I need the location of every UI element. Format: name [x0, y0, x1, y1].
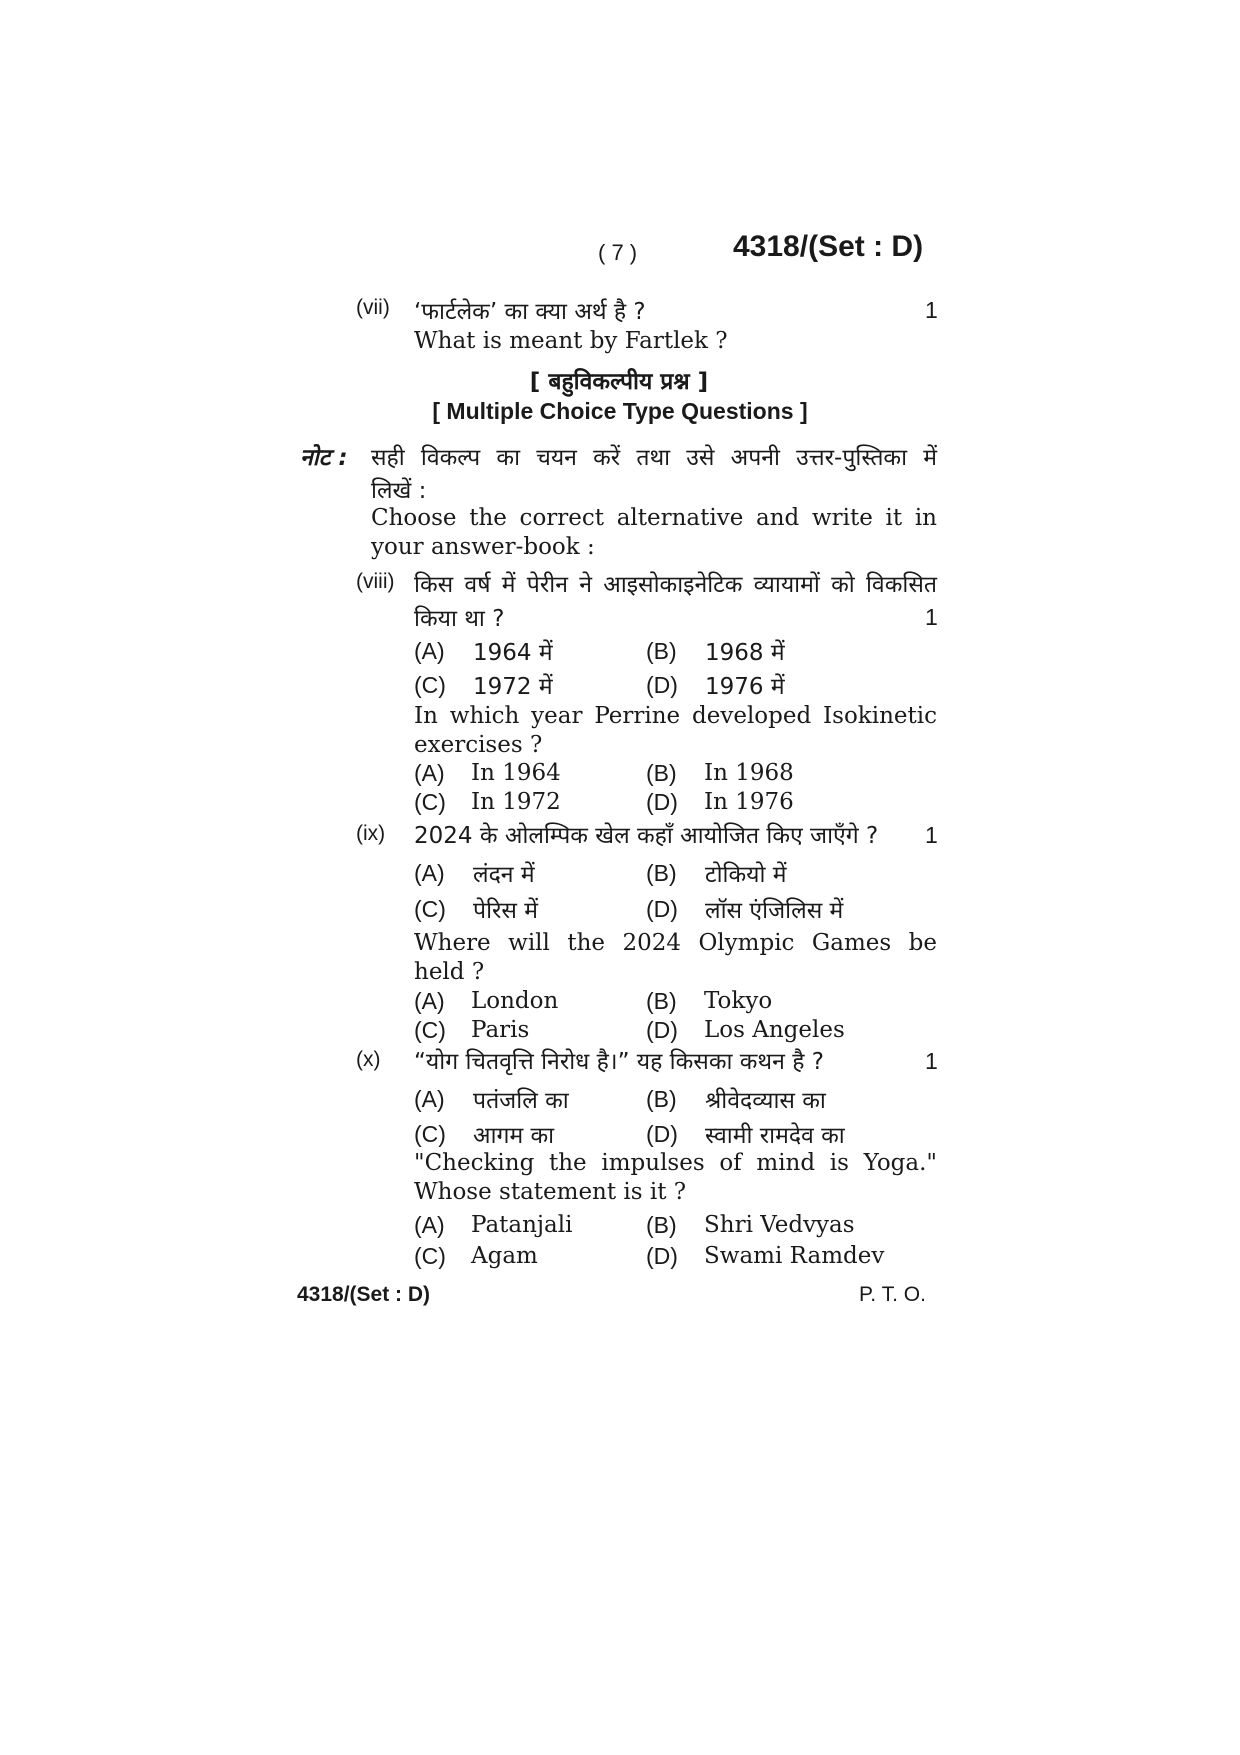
note-text-hindi-line2: लिखें : — [371, 478, 427, 504]
option-label: (B) — [646, 988, 677, 1014]
question-text-hindi-line2: किया था ? — [414, 606, 505, 632]
option-text: Paris — [471, 1017, 530, 1043]
option-label: (A) — [414, 988, 445, 1014]
option-text: London — [471, 988, 559, 1014]
option-label: (D) — [646, 1121, 678, 1147]
paper-code-footer: 4318/(Set : D) — [297, 1283, 431, 1306]
option-label: (B) — [646, 1212, 677, 1238]
question-text-english-line2: Whose statement is it ? — [414, 1179, 687, 1205]
pto-label: P. T. O. — [859, 1283, 926, 1306]
option-label: (C) — [414, 789, 446, 815]
option-label: (C) — [414, 1017, 446, 1043]
option-label: (A) — [414, 638, 445, 664]
note-text-hindi-line1: सही विकल्प का चयन करें तथा उसे अपनी उत्तर-पुस्तिका में — [371, 445, 937, 471]
question-text-english-line1: Where will the 2024 Olympic Games be — [414, 930, 937, 956]
option-text: 1972 में — [473, 674, 553, 700]
section-heading-english: [ Multiple Choice Type Questions ] — [432, 398, 808, 424]
question-marks: 1 — [925, 604, 938, 630]
option-label: (D) — [646, 789, 678, 815]
option-label: (C) — [414, 1243, 446, 1269]
question-text-hindi-line1: किस वर्ष में पेरीन ने आइसोकाइनेटिक व्यायामों को विकसित — [414, 572, 937, 598]
option-label: (C) — [414, 896, 446, 922]
note-text-english-line1: Choose the correct alternative and write it in — [371, 505, 937, 531]
option-text: लॉस एंजिलिस में — [705, 898, 844, 924]
option-text: In 1976 — [704, 789, 794, 815]
option-label: (B) — [646, 1086, 677, 1112]
question-text-english-line1: In which year Perrine developed Isokinetic — [414, 703, 937, 729]
option-label: (A) — [414, 1212, 445, 1238]
option-text: Patanjali — [471, 1212, 573, 1238]
option-text: Shri Vedvyas — [704, 1212, 855, 1238]
page-number: ( 7 ) — [598, 240, 638, 265]
option-text: 1968 में — [705, 640, 785, 666]
option-text: In 1968 — [704, 760, 794, 786]
option-text: Swami Ramdev — [704, 1243, 885, 1269]
question-text-english-line2: held ? — [414, 959, 485, 985]
question-text-hindi: ‘फार्टलेक’ का क्या अर्थ है ? — [414, 299, 646, 325]
question-text-hindi: “योग चितवृत्ति निरोध है।” यह किसका कथन है ? — [414, 1049, 824, 1075]
question-marks: 1 — [925, 297, 938, 323]
option-text: पतंजलि का — [473, 1088, 569, 1114]
option-label: (A) — [414, 860, 445, 886]
option-text: लंदन में — [473, 862, 535, 888]
option-text: 1964 में — [473, 640, 553, 666]
option-text: Tokyo — [704, 988, 773, 1014]
option-label: (A) — [414, 1086, 445, 1112]
note-text-english-line2: your answer-book : — [371, 534, 595, 560]
question-text-english-line2: exercises ? — [414, 732, 543, 758]
option-text: पेरिस में — [473, 898, 539, 924]
option-label: (C) — [414, 672, 446, 698]
note-label: नोट : — [300, 445, 348, 471]
question-text-english: What is meant by Fartlek ? — [414, 328, 728, 354]
option-text: Los Angeles — [704, 1017, 845, 1043]
option-label: (D) — [646, 896, 678, 922]
option-text: 1976 में — [705, 674, 785, 700]
question-marks: 1 — [925, 1048, 938, 1074]
question-marks: 1 — [925, 822, 938, 848]
option-label: (D) — [646, 1243, 678, 1269]
question-text-english-line1: "Checking the impulses of mind is Yoga." — [414, 1150, 937, 1176]
question-number: (ix) — [356, 822, 386, 845]
option-text: Agam — [471, 1243, 538, 1269]
option-label: (B) — [646, 860, 677, 886]
section-heading-hindi-wrap — [0, 364, 1240, 396]
option-text: In 1972 — [471, 789, 561, 815]
option-label: (B) — [646, 638, 677, 664]
question-number: (vii) — [356, 296, 390, 319]
question-number: (viii) — [356, 570, 395, 593]
option-label: (D) — [646, 1017, 678, 1043]
option-label: (B) — [646, 760, 677, 786]
option-text: स्वामी रामदेव का — [705, 1123, 845, 1149]
option-label: (D) — [646, 672, 678, 698]
question-text-hindi: 2024 के ओलम्पिक खेल कहाँ आयोजित किए जाएँगे ? — [414, 823, 879, 849]
question-number: (x) — [356, 1048, 381, 1071]
option-label: (A) — [414, 760, 445, 786]
option-text: टोकियो में — [705, 862, 787, 888]
option-text: In 1964 — [471, 760, 561, 786]
section-heading-hindi: [ बहुविकल्पीय प्रश्न ] — [529, 369, 709, 395]
paper-code-header: 4318/(Set : D) — [733, 230, 924, 263]
option-text: श्रीवेदव्यास का — [705, 1088, 826, 1114]
option-label: (C) — [414, 1121, 446, 1147]
option-text: आगम का — [473, 1123, 555, 1149]
